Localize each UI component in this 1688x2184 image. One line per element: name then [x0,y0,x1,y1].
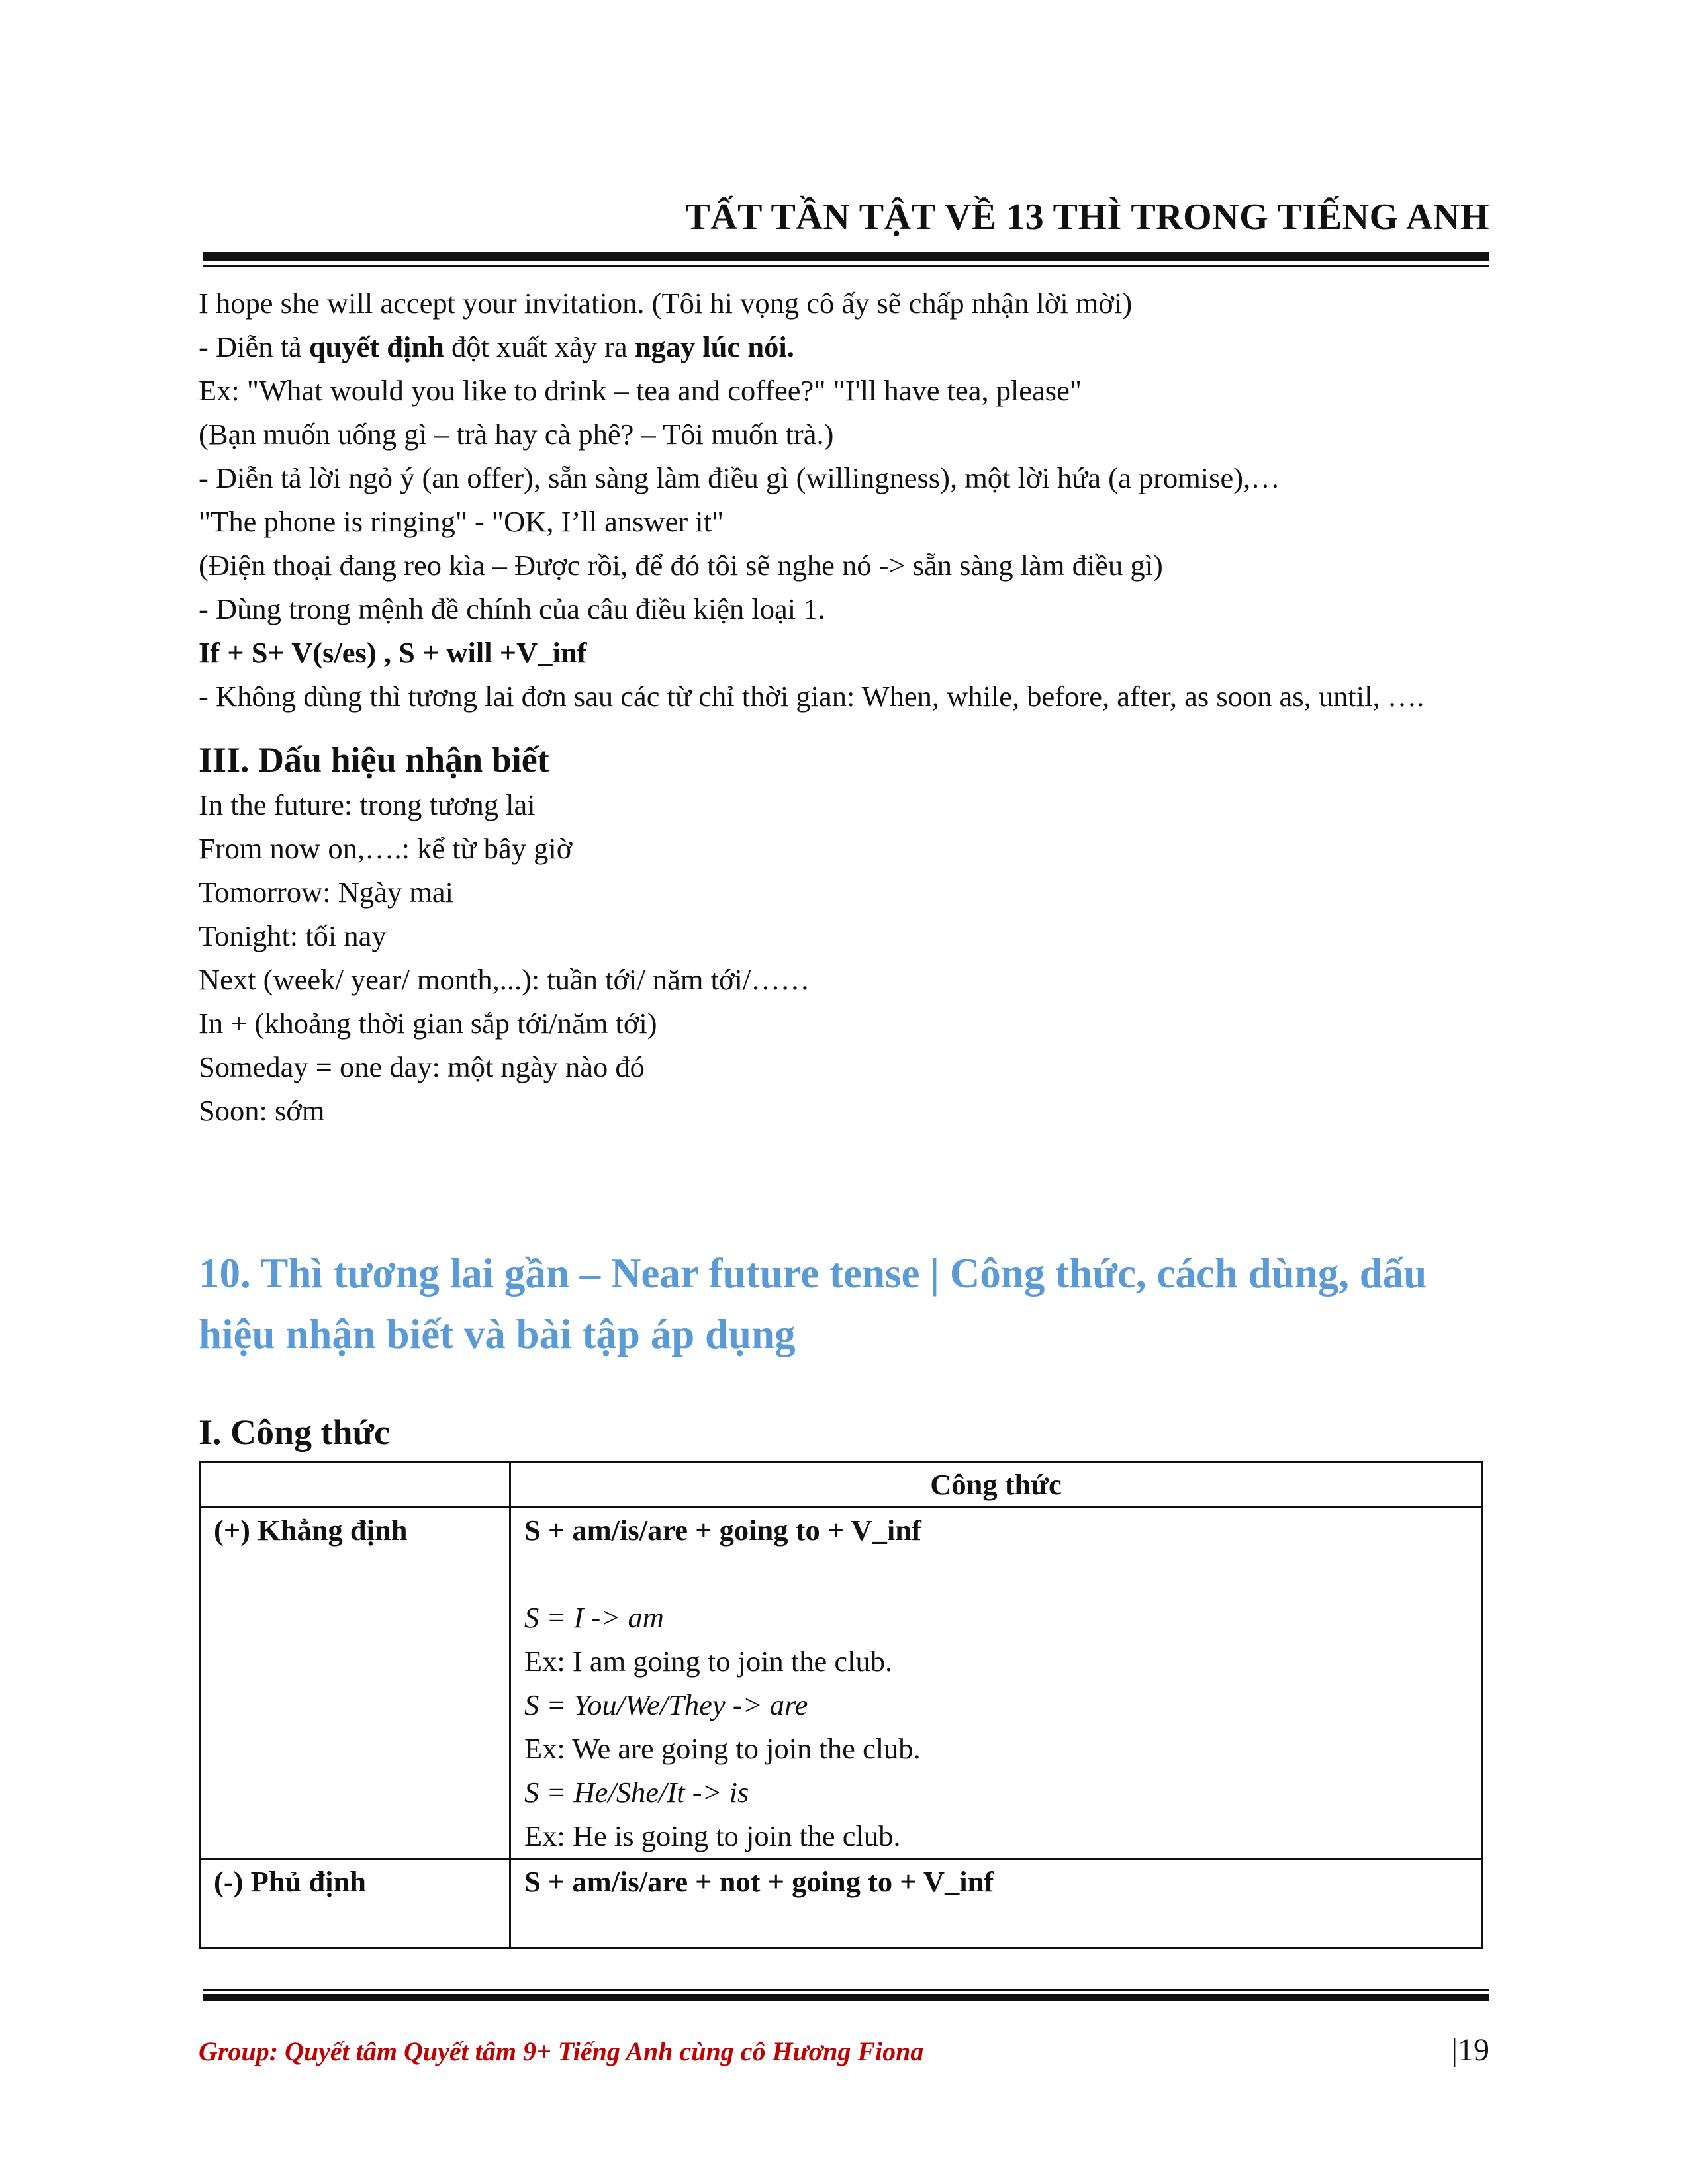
header-divider-thick [203,252,1489,261]
conditional-formula: If + S+ V(s/es) , S + will +V_inf [199,636,587,669]
body-line [199,325,1489,369]
page-number: |19 [1451,2032,1489,2068]
body-line: - Dùng trong mệnh đề chính của câu điều kiện loại 1. [199,592,825,625]
body-line: - Không dùng thì tương lai đơn sau các từ chỉ thời gian: When, while, before, after, as soon as, until, …. [199,680,1425,713]
body-line: (Bạn muốn uống gì – trà hay cà phê? – Tôi muốn trà.) [199,418,834,451]
list-item: Tonight: tối nay [199,919,387,952]
body-line: (Điện thoại đang reo kìa – Được rồi, để đó tôi sẽ nghe nó -> sẵn sàng làm điều gì) [199,549,1163,582]
list-item: In the future: trong tương lai [199,788,536,821]
subject-rule: S = I -> am [524,1601,664,1634]
body-line: I hope she will accept your invitation. (Tôi hi vọng cô ấy sẽ chấp nhận lời mời) [199,287,1133,320]
footer-divider-thin [203,1989,1489,1991]
row-label: (+) Khẳng định [200,1508,510,1859]
table-header-row [200,1462,1482,1508]
section-10-heading: 10. Thì tương lai gần – Near future tense | Công thức, cách dùng, dấu hiệu nhận biết và bài tập áp dụng [199,1250,1427,1357]
example: Ex: He is going to join the club. [524,1819,901,1852]
example: Ex: I am going to join the club. [524,1645,893,1678]
table-header-cell: Công thức [510,1462,1482,1508]
footer-divider-thick [203,1994,1489,2001]
list-item: In + (khoảng thời gian sắp tới/năm tới) [199,1007,657,1040]
row-content [510,1859,1482,1948]
subject-rule: S = He/She/It -> is [524,1776,749,1809]
footer-group-label: Group: Quyết tâm Quyết tâm 9+ Tiếng Anh cùng cô Hương Fiona [199,2036,924,2066]
list-item: Someday = one day: một ngày nào đó [199,1050,645,1083]
body-line: Ex: "What would you like to drink – tea and coffee?" "I'll have tea, please" [199,374,1082,407]
formula-text: S + am/is/are + not + going to + V_inf [524,1865,994,1898]
formula-table [199,1461,1483,1949]
text-run: đột xuất xảy ra [444,330,635,363]
signs-heading: III. Dấu hiệu nhận biết [199,740,549,780]
table-row-affirmative [200,1508,1482,1859]
subject-rule: S = You/We/They -> are [524,1688,808,1721]
table-row-negative [200,1859,1482,1948]
body-line: "The phone is ringing" - "OK, I’ll answer it" [199,505,724,538]
formula-heading: I. Công thức [199,1412,390,1452]
body-text [199,281,1489,1132]
row-content [510,1508,1482,1859]
list-item: From now on,….: kể từ bây giờ [199,832,573,865]
list-item: Tomorrow: Ngày mai [199,876,453,909]
page-header-title: TẤT TẦN TẬT VỀ 13 THÌ TRONG TIẾNG ANH [685,197,1489,238]
header-divider-thin [203,265,1489,267]
text-run-bold: ngay lúc nói. [634,330,794,363]
list-item: Next (week/ year/ month,...): tuần tới/ năm tới/…… [199,963,810,996]
list-item: Soon: sớm [199,1094,325,1127]
body-line: - Diễn tả lời ngỏ ý (an offer), sẵn sàng làm điều gì (willingness), một lời hứa (a promise),… [199,461,1280,494]
example: Ex: We are going to join the club. [524,1732,921,1765]
text-run-bold: quyết định [308,330,444,363]
signs-list [199,783,1489,1132]
row-label: (-) Phủ định [200,1859,510,1948]
formula-text: S + am/is/are + going to + V_inf [524,1514,921,1547]
table-header-empty [200,1462,510,1508]
spacer [524,1552,1468,1596]
text-run: - Diễn tả [199,330,309,363]
